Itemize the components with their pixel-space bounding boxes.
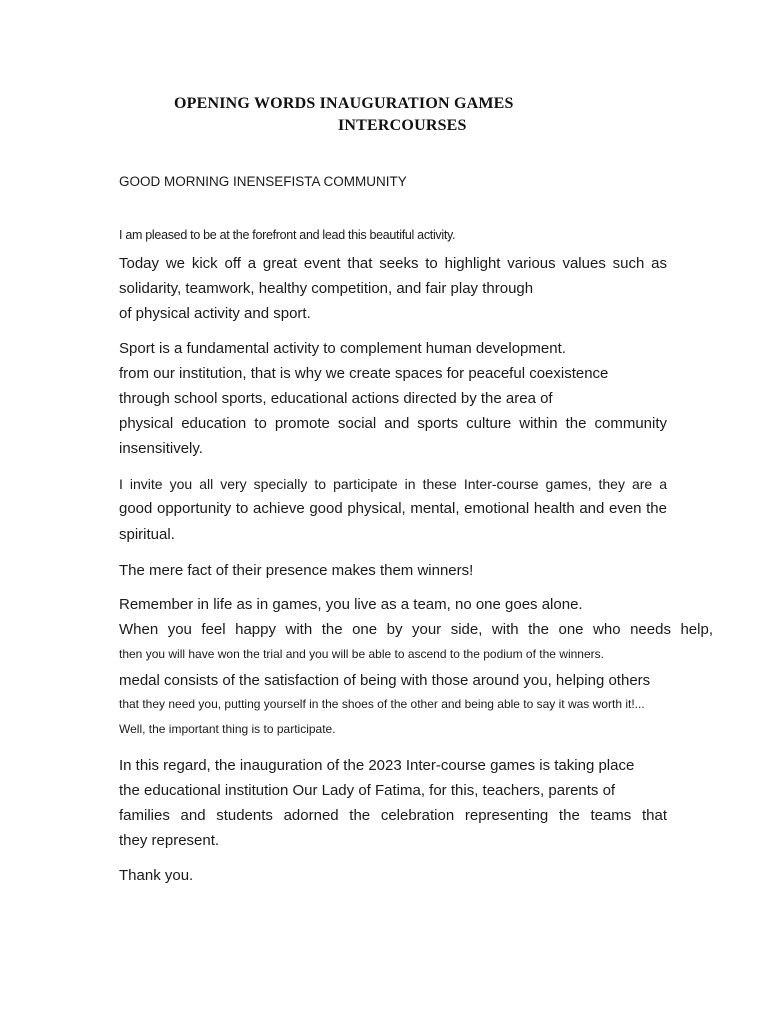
text-line: medal consists of the satisfaction of being with those around you, helping others	[119, 672, 651, 689]
text-line: I invite you all very specially to participate in these Inter-course games, they are a	[119, 476, 667, 492]
text-line: they represent.	[119, 832, 220, 849]
text-line: of physical activity and sport.	[119, 305, 311, 322]
text-line: Well, the important thing is to participate.	[119, 722, 336, 736]
text-line: from our institution, that is why we create spaces for peaceful coexistence	[119, 365, 609, 382]
greeting: GOOD MORNING INENSEFISTA COMMUNITY	[119, 174, 407, 189]
text-line: spiritual.	[119, 526, 175, 543]
text-line: The mere fact of their presence makes them winners!	[119, 562, 474, 579]
text-line: Sport is a fundamental activity to complement human development.	[119, 340, 566, 357]
text-line: the educational institution Our Lady of Fatima, for this, teachers, parents of	[119, 782, 616, 799]
document-title-line-2: INTERCOURSES	[338, 117, 467, 134]
text-line: Today we kick off a great event that seeks to highlight various values such as	[119, 255, 667, 272]
text-line: families and students adorned the celebration representing the teams that	[119, 807, 667, 824]
text-line: I am pleased to be at the forefront and lead this beautiful activity.	[119, 228, 456, 242]
text-line: Thank you.	[119, 867, 194, 884]
text-line: then you will have won the trial and you will be able to ascend to the podium of the winners.	[119, 647, 604, 661]
text-line: physical education to promote social and sports culture within the community	[119, 415, 667, 432]
text-line: through school sports, educational actions directed by the area of	[119, 390, 553, 407]
text-line: that they need you, putting yourself in the shoes of the other and being able to say it was worth it!...	[119, 697, 645, 711]
text-line: insensitively.	[119, 440, 203, 457]
text-line: good opportunity to achieve good physical, mental, emotional health and even the	[119, 500, 667, 517]
text-line: Remember in life as in games, you live as a team, no one goes alone.	[119, 596, 583, 613]
text-line: solidarity, teamwork, healthy competition, and fair play through	[119, 280, 534, 297]
text-line: When you feel happy with the one by your side, with the one who needs help,	[119, 621, 713, 638]
text-line: In this regard, the inauguration of the 2023 Inter-course games is taking place	[119, 757, 635, 774]
document-title-line-1: OPENING WORDS INAUGURATION GAMES	[174, 95, 514, 112]
